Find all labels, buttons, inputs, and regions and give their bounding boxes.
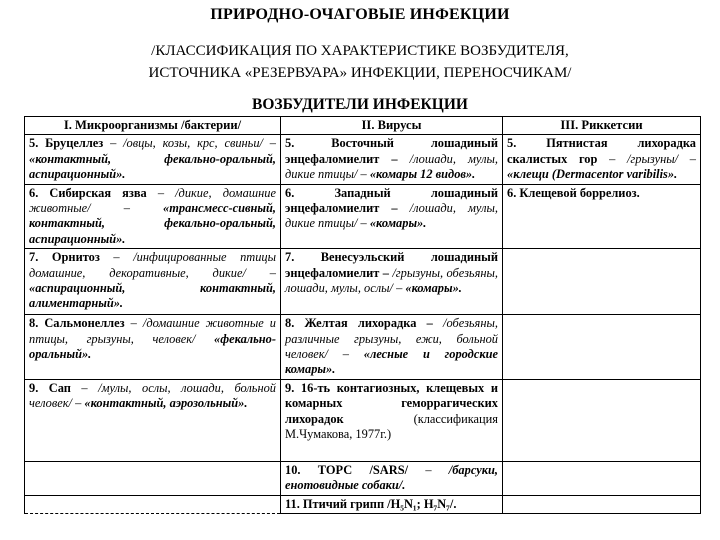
cell-empty: [503, 495, 701, 513]
table-row: [25, 495, 701, 513]
header-rickettsiae: III. Риккетсии: [503, 117, 701, 135]
table-row: [25, 135, 701, 184]
table-row: [25, 249, 701, 315]
header-microorganisms: I. Микроорганизмы /бактерии/: [25, 117, 281, 135]
cell-hemorrhagic-fevers: 9. 16-ть контагиозных, клещевых и комарных геморрагических лихорадок (классификация М.Чумакова, 1977г.): [281, 379, 503, 461]
page-title: ПРИРОДНО-ОЧАГОВЫЕ ИНФЕКЦИИ: [210, 6, 510, 23]
cell-anthrax: 6. Сибирская язва – /дикие, домашние животные/ – «трансмесс-сивный, контактный, фекально-оральный, аспирационный».: [25, 184, 281, 249]
cell-western-equine-encephalomyelitis: 6. Западный лошадиный энцефаломиелит – /лошади, мулы, дикие птицы/ – «комары».: [281, 184, 503, 249]
table-row: [25, 184, 701, 249]
page-subtitle: [0, 40, 720, 84]
subtitle-line-1: /КЛАССИФИКАЦИЯ ПО ХАРАКТЕРИСТИКЕ ВОЗБУДИТЕЛЯ,: [151, 43, 569, 59]
cell-empty: [503, 249, 701, 315]
cell-empty: [503, 461, 701, 495]
cell-sars: 10. ТОРС /SARS/ – /барсуки, енотовидные собаки/.: [281, 461, 503, 495]
pathogens-table: [24, 116, 701, 514]
cell-rocky-mountain-spotted-fever: 5. Пятнистая лихорадка скалистых гор – /грызуны/ – «клещи (Dermacentor varibilis».: [503, 135, 701, 184]
header-viruses: II. Вирусы: [281, 117, 503, 135]
cell-yellow-fever: 8. Желтая лихорадка – /обезьяны, различные грызуны, ежи, больной человек/ – «лесные и городские комары».: [281, 315, 503, 380]
cell-venezuelan-equine-encephalomyelitis: 7. Венесуэльский лошадиный энцефаломиелит – /грызуны, обезьяны, лошади, мулы, ослы/ – «комары».: [281, 249, 503, 315]
cell-eastern-equine-encephalomyelitis: 5. Восточный лошадиный энцефаломиелит – /лошади, мулы, дикие птицы/ – «комары 12 видов».: [281, 135, 503, 184]
table-row: [25, 315, 701, 380]
cell-avian-influenza: 11. Птичий грипп /H₅N₁; H₇N₇/.: [281, 495, 503, 513]
cell-empty: [25, 495, 281, 513]
cell-salmonellosis: 8. Сальмонеллез – /домашние животные и птицы, грызуны, человек/ «фекально-оральный».: [25, 315, 281, 380]
cell-empty: [503, 379, 701, 461]
cell-empty: [25, 461, 281, 495]
section-title: ВОЗБУДИТЕЛИ ИНФЕКЦИИ: [252, 96, 468, 113]
cell-empty: [503, 315, 701, 380]
cell-tick-borne-borreliosis: 6. Клещевой боррелиоз.: [503, 184, 701, 249]
table-header-row: [25, 117, 701, 135]
table-row: [25, 379, 701, 461]
cell-brucellosis: 5. Бруцеллез – /овцы, козы, крс, свиньи/ – «контактный, фекально-оральный, аспирационный».: [25, 135, 281, 184]
cell-ornithosis: 7. Орнитоз – /инфицированные птицы домашние, декоративные, дикие/ – «аспирационный, контактный, алиментарный».: [25, 249, 281, 315]
table-row: [25, 461, 701, 495]
cell-glanders: 9. Сап – /мулы, ослы, лошади, больной человек/ – «контактный, аэрозольный».: [25, 379, 281, 461]
subtitle-line-2: ИСТОЧНИКА «РЕЗЕРВУАРА» ИНФЕКЦИИ, ПЕРЕНОСЧИКАМ/: [148, 65, 572, 81]
